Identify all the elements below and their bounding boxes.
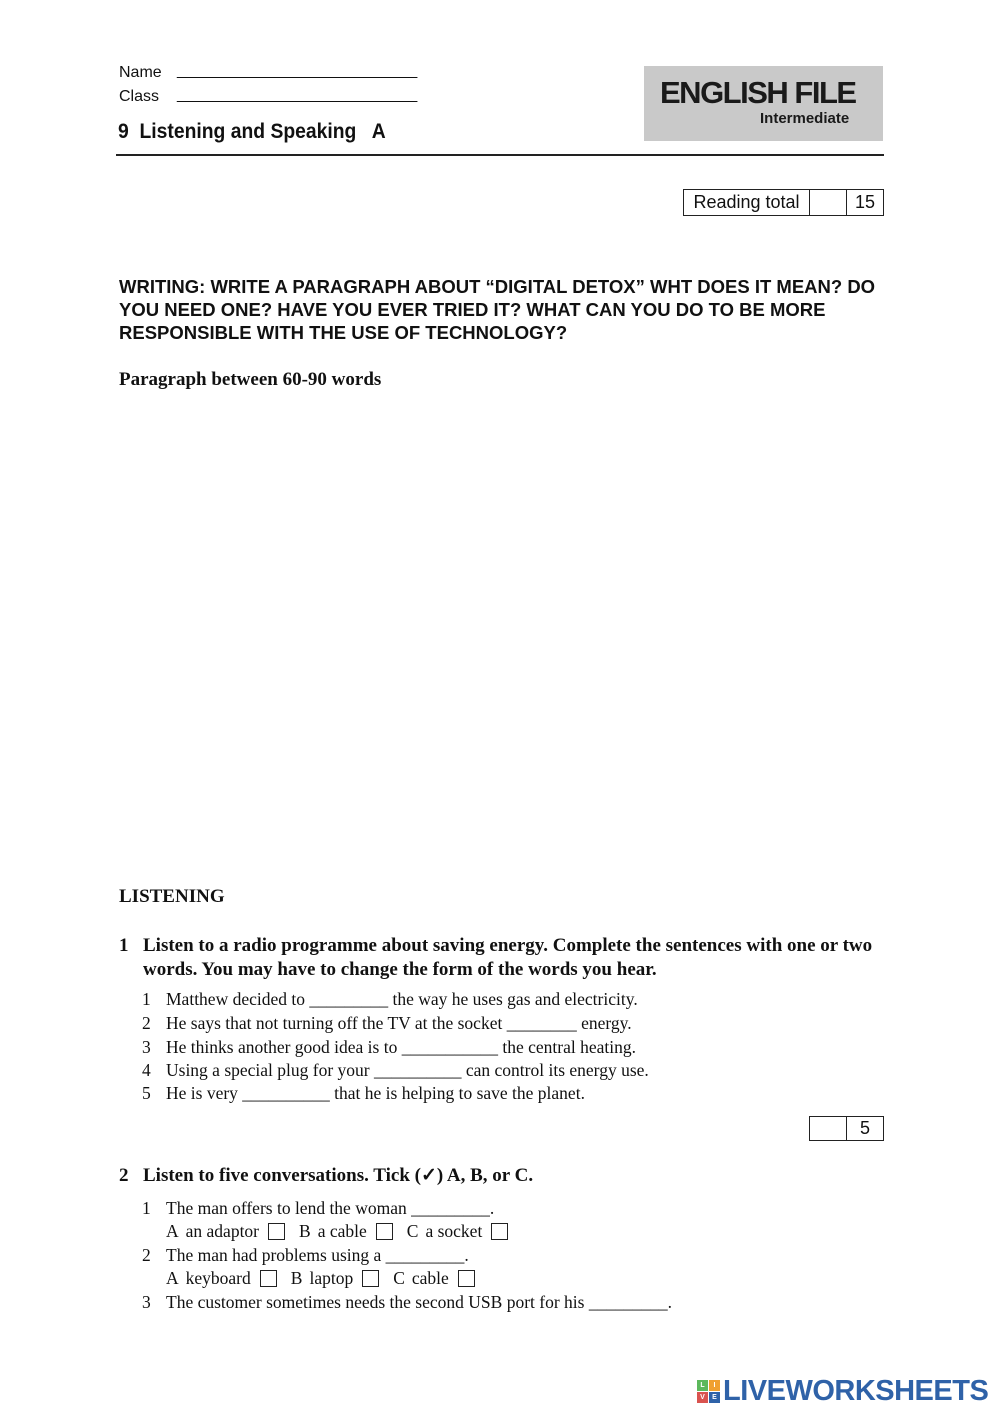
task1-item-text[interactable]: He says that not turning off the TV at the socket ________ energy. — [166, 1013, 632, 1033]
option-text: laptop — [309, 1268, 354, 1288]
task1-score[interactable] — [810, 1117, 846, 1140]
unit-number: 9 — [118, 120, 129, 143]
unit-title: Listening and Speaking — [139, 120, 357, 143]
task1-item-text[interactable]: He is very __________ that he is helping to save the planet. — [166, 1083, 585, 1103]
task2-item-text[interactable]: The customer sometimes needs the second USB port for his _________. — [166, 1292, 672, 1312]
class-field[interactable]: ___________________________ — [177, 86, 418, 103]
option-text: keyboard — [185, 1268, 251, 1288]
task2-options — [166, 1268, 489, 1289]
reading-total-max: 15 — [846, 190, 883, 215]
task2-item-text: The man had problems using a _________. — [166, 1245, 469, 1265]
option-letter: C — [406, 1221, 419, 1241]
option-text: cable — [411, 1268, 449, 1288]
mark-letter: E — [709, 1392, 720, 1403]
mark-letter: V — [697, 1392, 708, 1403]
option-letter: C — [393, 1268, 405, 1288]
name-field[interactable]: ___________________________ — [177, 62, 418, 79]
option-checkbox[interactable] — [491, 1223, 508, 1240]
reading-total-score[interactable] — [809, 190, 846, 215]
task1-instruction — [119, 934, 879, 984]
reading-total-box — [683, 189, 884, 216]
task2-item-number: 1 — [142, 1198, 151, 1218]
option — [299, 1221, 393, 1242]
task2-options — [166, 1221, 522, 1242]
option-text: a socket — [425, 1221, 483, 1241]
option-letter: A — [166, 1268, 179, 1288]
option-text: an adaptor — [185, 1221, 260, 1241]
task1-text: Listen to a radio programme about saving energy. Complete the sentences with one or two words. You may have to change the form of the words you hear. — [143, 935, 873, 980]
name-label: Name — [119, 64, 162, 81]
liveworksheets-logo[interactable] — [697, 1375, 988, 1408]
option — [407, 1221, 509, 1242]
liveworksheets-mark-icon — [697, 1380, 721, 1404]
task1-item-text[interactable]: Using a special plug for your __________ can control its energy use. — [166, 1060, 649, 1080]
task1-number: 1 — [119, 935, 129, 956]
task2-number: 2 — [119, 1165, 129, 1186]
option-letter: B — [290, 1268, 303, 1288]
task2-instruction — [119, 1164, 879, 1190]
listening-heading: LISTENING — [119, 886, 225, 907]
option-letter: B — [299, 1221, 311, 1241]
option-letter: A — [166, 1221, 179, 1241]
option — [166, 1268, 277, 1289]
unit-version: A — [371, 120, 386, 143]
task1-max: 5 — [846, 1117, 883, 1140]
brand-title: ENGLISH FILE — [660, 75, 856, 110]
paragraph-note: Paragraph between 60-90 words — [119, 369, 382, 390]
task1-item-text[interactable]: Matthew decided to _________ the way he uses gas and electricity. — [166, 989, 638, 1009]
liveworksheets-text: LIVEWORKSHEETS — [723, 1375, 989, 1407]
task1-item-number: 4 — [142, 1060, 151, 1080]
task1-item-number: 3 — [142, 1037, 151, 1057]
option — [291, 1268, 379, 1289]
task2-item-number: 2 — [142, 1245, 151, 1265]
task1-item-number: 2 — [142, 1013, 151, 1033]
reading-total-label: Reading total — [693, 192, 800, 212]
task1-item-number: 5 — [142, 1083, 151, 1103]
task1-item-number: 1 — [142, 989, 151, 1009]
header-divider — [116, 154, 884, 156]
task2-item-text: The man offers to lend the woman _________. — [166, 1198, 495, 1218]
option-text: a cable — [317, 1221, 367, 1241]
task1-item-text[interactable]: He thinks another good idea is to ___________ the central heating. — [166, 1037, 636, 1057]
writing-prompt: WRITING: WRITE A PARAGRAPH ABOUT “DIGITAL DETOX” WHT DOES IT MEAN? DO YOU NEED ONE? HAVE YOU EVER TRIED IT? WHAT CAN YOU DO TO BE MORE RESPONSIBLE WITH THE USE OF TECHNOLOGY? — [119, 276, 876, 343]
mark-letter: I — [709, 1380, 720, 1391]
mark-letter: L — [697, 1380, 708, 1391]
option-checkbox[interactable] — [260, 1270, 277, 1287]
option — [393, 1268, 475, 1289]
class-label: Class — [119, 88, 160, 105]
option-checkbox[interactable] — [268, 1223, 285, 1240]
option-checkbox[interactable] — [458, 1270, 475, 1287]
task2-item-number: 3 — [142, 1292, 151, 1312]
brand-level: Intermediate — [760, 110, 850, 127]
task1-score-box — [809, 1116, 884, 1141]
option-checkbox[interactable] — [362, 1270, 379, 1287]
unit-heading — [118, 120, 386, 144]
task2-text: Listen to five conversations. Tick (✓) A, B, or C. — [143, 1165, 534, 1186]
option-checkbox[interactable] — [376, 1223, 393, 1240]
option — [166, 1221, 285, 1242]
